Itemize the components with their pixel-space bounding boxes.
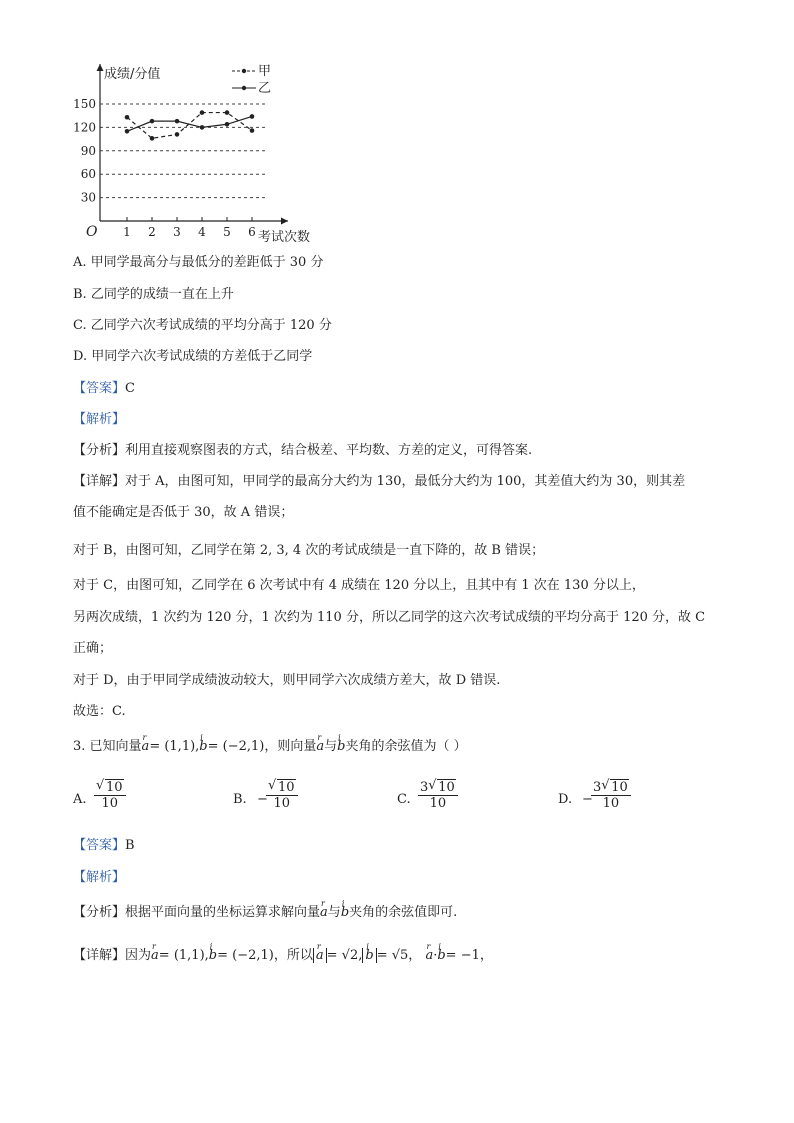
point-s1-6 [250,114,255,119]
q3-jiexi-tag: 【解析】 [73,870,126,885]
x-tick-5: 5 [223,225,231,239]
y-tick-30: 30 [80,190,96,205]
q3-option-d-frac [591,780,631,811]
q3-stem-pre: 3. 已知向量 [73,739,142,754]
series-line-0 [127,113,252,139]
mod-b-value: = √5 [376,948,409,963]
q3-fenxi-text: 根据平面向量的坐标运算求解向量 [125,905,321,920]
series-group [125,110,255,140]
xiangjie-text-1: 对于 A，由图可知，甲同学的最高分大约为 130，最低分大约为 100，其差值大约为 30，则其差 [125,474,686,489]
x-axis-label: 考试次数 [258,230,311,245]
q3-xiangjie-tag: 【详解】 [73,948,126,963]
xiangjie-row [73,473,685,491]
and-word: 与 [324,739,338,754]
answer-row [73,380,135,398]
q3-option-a-frac [94,780,126,811]
fenxi-row [73,442,532,460]
vec-b-5: i b [365,947,373,965]
radicand: 10 [278,780,295,795]
point-s1-2 [150,119,155,124]
detail-b: 对于 B，由图可知，乙同学在第 2, 3, 4 次的考试成绩是一直下降的，故 B 错误； [73,543,545,558]
dot-symbol: · [433,948,438,963]
sqrt-symbol: √ [268,778,277,793]
y-tick-60: 60 [80,167,96,182]
score-line-chart [70,56,330,252]
denominator: 10 [429,796,447,811]
answer-tag: 【答案】 [73,381,126,396]
mod-a [313,948,327,963]
denominator: 10 [101,796,119,811]
sqrt-symbol: √ [96,778,105,793]
y-tick-150: 150 [73,97,96,111]
point-s0-6 [250,128,255,133]
option-c: C. 乙同学六次考试成绩的平均分高于 120 分 [73,318,332,333]
point-s0-2 [150,136,155,141]
y-tick-90: 90 [80,143,96,158]
vec-a-4: r a [151,947,159,965]
q3-fenxi-end: 夹角的余弦值即可. [349,905,458,920]
point-s0-3 [175,132,180,137]
x-tick-6: 6 [248,225,256,239]
mod-b [362,948,376,963]
coef-3: 3 [593,780,602,795]
x-tick-1: 1 [123,225,131,239]
vec-a-2: r a [316,738,324,756]
q3-stem-post: ，则向量 [264,739,317,754]
detail-c-2: 另两次成绩，1 次约为 120 分，1 次约为 110 分，所以乙同学的这六次考试成绩的平均分高于 120 分，故 C [73,610,706,625]
radicand: 10 [611,780,628,795]
vec-a: r a [142,738,150,756]
option-d: D. 甲同学六次考试成绩的方差低于乙同学 [73,349,313,364]
q3-answer-value: B [125,838,135,853]
q3-option-a-label: A. [73,792,87,807]
dot-value: = −1， [445,948,493,963]
y-axis-label: 成绩/分值 [104,67,161,82]
fenxi-text: 利用直接观察图表的方式，结合极差、平均数、方差的定义，可得答案. [125,443,533,458]
point-s0-1 [125,115,130,120]
answer-value: C [125,381,135,396]
option-b: B. 乙同学的成绩一直在上升 [73,287,234,302]
vec-b: i b [199,738,207,756]
x-tick-2: 2 [148,225,156,239]
vec-a-3: r a [320,904,328,922]
x-tick-4: 4 [198,225,206,239]
vec-b-4: i b [209,947,217,965]
mod-a-value: = √2, [326,948,363,963]
q3-option-d-minus: − [582,792,593,807]
vec-b-3: i b [341,904,349,922]
legend-yi: 乙 [258,81,272,96]
denominator: 10 [273,796,291,811]
coef-3: 3 [420,780,429,795]
detail-c-3: 正确； [73,641,113,656]
denominator: 10 [602,796,620,811]
legend [232,64,271,96]
q3-stem [73,738,467,756]
q3-fenxi-tag: 【分析】 [73,905,126,920]
q3-option-c-frac [418,780,458,811]
point-s0-5 [225,110,230,115]
radicand: 10 [438,780,455,795]
x-tick-3: 3 [173,225,181,239]
q3-option-b-minus: − [257,792,268,807]
y-tick-120: 120 [73,120,96,135]
vec-b-2: i b [337,738,345,756]
xiangjie-text-2: 值不能确定是否低于 30，故 A 错误； [73,505,294,520]
point-s1-4 [200,125,205,130]
q3-fenxi-row [73,904,457,922]
q3-answer-tag: 【答案】 [73,838,126,853]
q3-b-value: = (−2,1) [207,739,265,754]
point-s1-5 [225,122,230,127]
x-tick-labels [123,217,256,239]
q3-option-c-label: C. [397,792,411,807]
jiexi-tag: 【解析】 [73,412,126,427]
so-word: ，所以 [273,948,313,963]
a-coords: = (1,1), [158,948,209,963]
option-a: A. 甲同学最高分与最低分的差距低于 30 分 [73,255,324,270]
origin-label: O [86,224,98,240]
y-tick-labels [73,97,96,205]
sqrt-symbol: √ [601,778,610,793]
sqrt-symbol: √ [428,778,437,793]
xiangjie-tag: 【详解】 [73,474,126,489]
legend-jia: 甲 [258,64,272,79]
vec-b-6: i b [437,947,445,965]
point-s0-4 [200,110,205,115]
detail-c-1: 对于 C，由图可知，乙同学在 6 次考试中有 4 成绩在 120 分以上，且其中有 1 次在 130 分以上， [73,578,645,593]
detail-d: 对于 D，由于甲同学成绩波动较大，则甲同学六次成绩方差大，故 D 错误. [73,673,501,688]
q3-option-b-frac [266,780,298,811]
q3-option-b-label: B. [233,792,247,807]
final-choice: 故选：C. [73,704,126,719]
vec-a-5: r a [316,947,324,965]
b-coords: = (−2,1) [217,948,274,963]
point-s1-1 [125,129,130,134]
q3-option-d-label: D. [558,792,573,807]
because-word: 因为 [125,948,152,963]
point-s1-3 [175,119,180,124]
comma: ， [408,948,422,963]
and-word-2: 与 [327,905,341,920]
series-line-1 [127,116,252,131]
radicand: 10 [106,780,123,795]
q3-answer-row [73,837,135,855]
q3-stem-end: 夹角的余弦值为（ ） [345,739,467,754]
q3-a-value: = (1,1), [149,739,200,754]
vec-a-6: r a [425,947,433,965]
fenxi-tag: 【分析】 [73,443,126,458]
q3-xiangjie-row [73,947,493,965]
